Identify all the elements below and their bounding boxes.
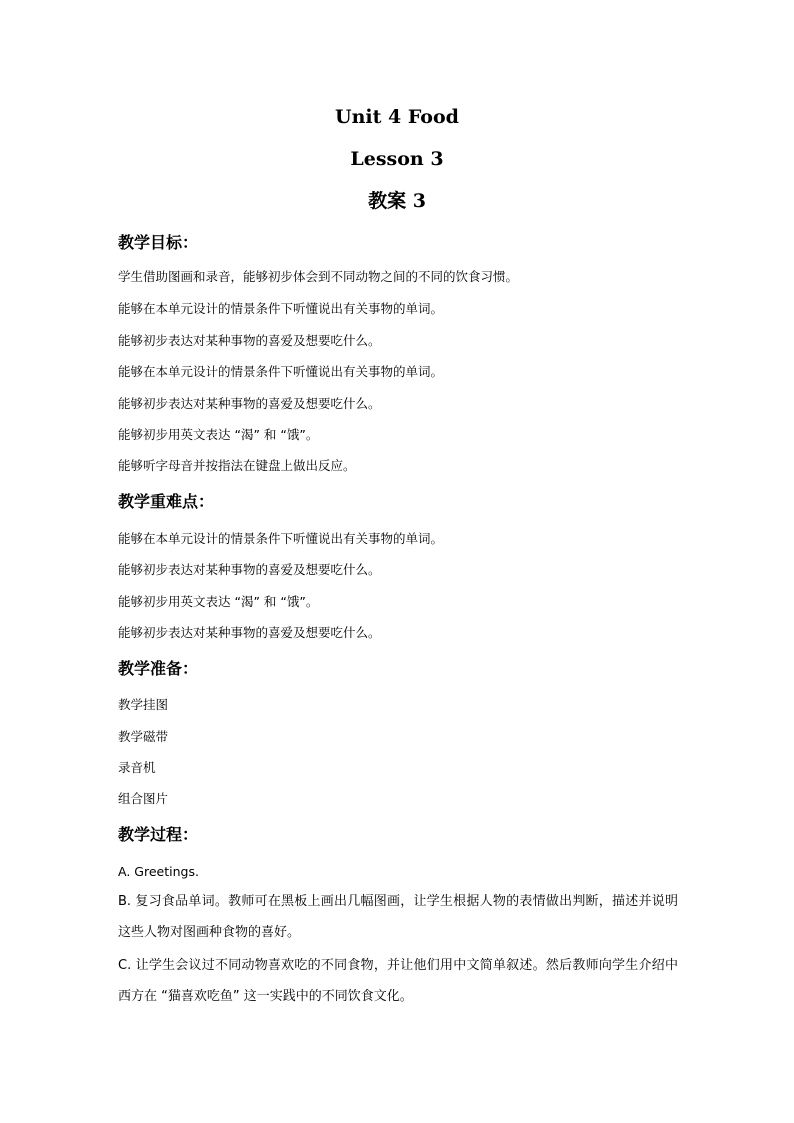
objective-item: 能够在本单元设计的情景条件下听懂说出有关事物的单词。 <box>118 301 444 316</box>
key-point-item: 能够在本单元设计的情景条件下听懂说出有关事物的单词。 <box>118 531 444 546</box>
process-step-a: A. Greetings. <box>118 864 199 879</box>
preparation-item: 组合图片 <box>118 791 169 806</box>
process-step-c: C. 让学生会议过不同动物喜欢吃的不同食物，并让他们用中文简单叙述。然后教师向学生介绍中西方在 “猫喜欢吃鱼” 这一实践中的不同饮食文化。 <box>118 958 678 1004</box>
objective-item: 能够在本单元设计的情景条件下听懂说出有关事物的单词。 <box>118 364 444 379</box>
objective-item: 能够初步表达对某种事物的喜爱及想要吃什么。 <box>118 333 381 348</box>
key-point-item: 能够初步表达对某种事物的喜爱及想要吃什么。 <box>118 562 381 577</box>
preparation-item: 教学挂图 <box>118 697 169 712</box>
unit-title: Unit 4 Food <box>335 106 459 128</box>
preparation-item: 录音机 <box>118 760 156 775</box>
objectives-heading: 教学目标： <box>118 233 199 252</box>
objective-item: 能够初步用英文表达 “渴” 和 “饿”。 <box>118 427 319 442</box>
key-point-item: 能够初步表达对某种事物的喜爱及想要吃什么。 <box>118 625 381 640</box>
objective-item: 学生借助图画和录音，能够初步体会到不同动物之间的不同的饮食习惯。 <box>118 269 519 284</box>
key-point-item: 能够初步用英文表达 “渴” 和 “饿”。 <box>118 594 319 609</box>
preparation-item: 教学磁带 <box>118 729 169 744</box>
objective-item: 能够初步表达对某种事物的喜爱及想要吃什么。 <box>118 396 381 411</box>
process-step-b: B. 复习食品单词。教师可在黑板上画出几幅图画，让学生根据人物的表情做出判断，描述并说明这些人物对图画种食物的喜好。 <box>118 894 678 940</box>
preparation-heading: 教学准备： <box>118 659 199 678</box>
plan-title: 教案 3 <box>368 190 426 212</box>
objective-item: 能够听字母音并按指法在键盘上做出反应。 <box>118 458 356 473</box>
key-points-heading: 教学重难点： <box>118 492 215 511</box>
lesson-title: Lesson 3 <box>350 148 444 170</box>
process-heading: 教学过程： <box>118 825 199 844</box>
